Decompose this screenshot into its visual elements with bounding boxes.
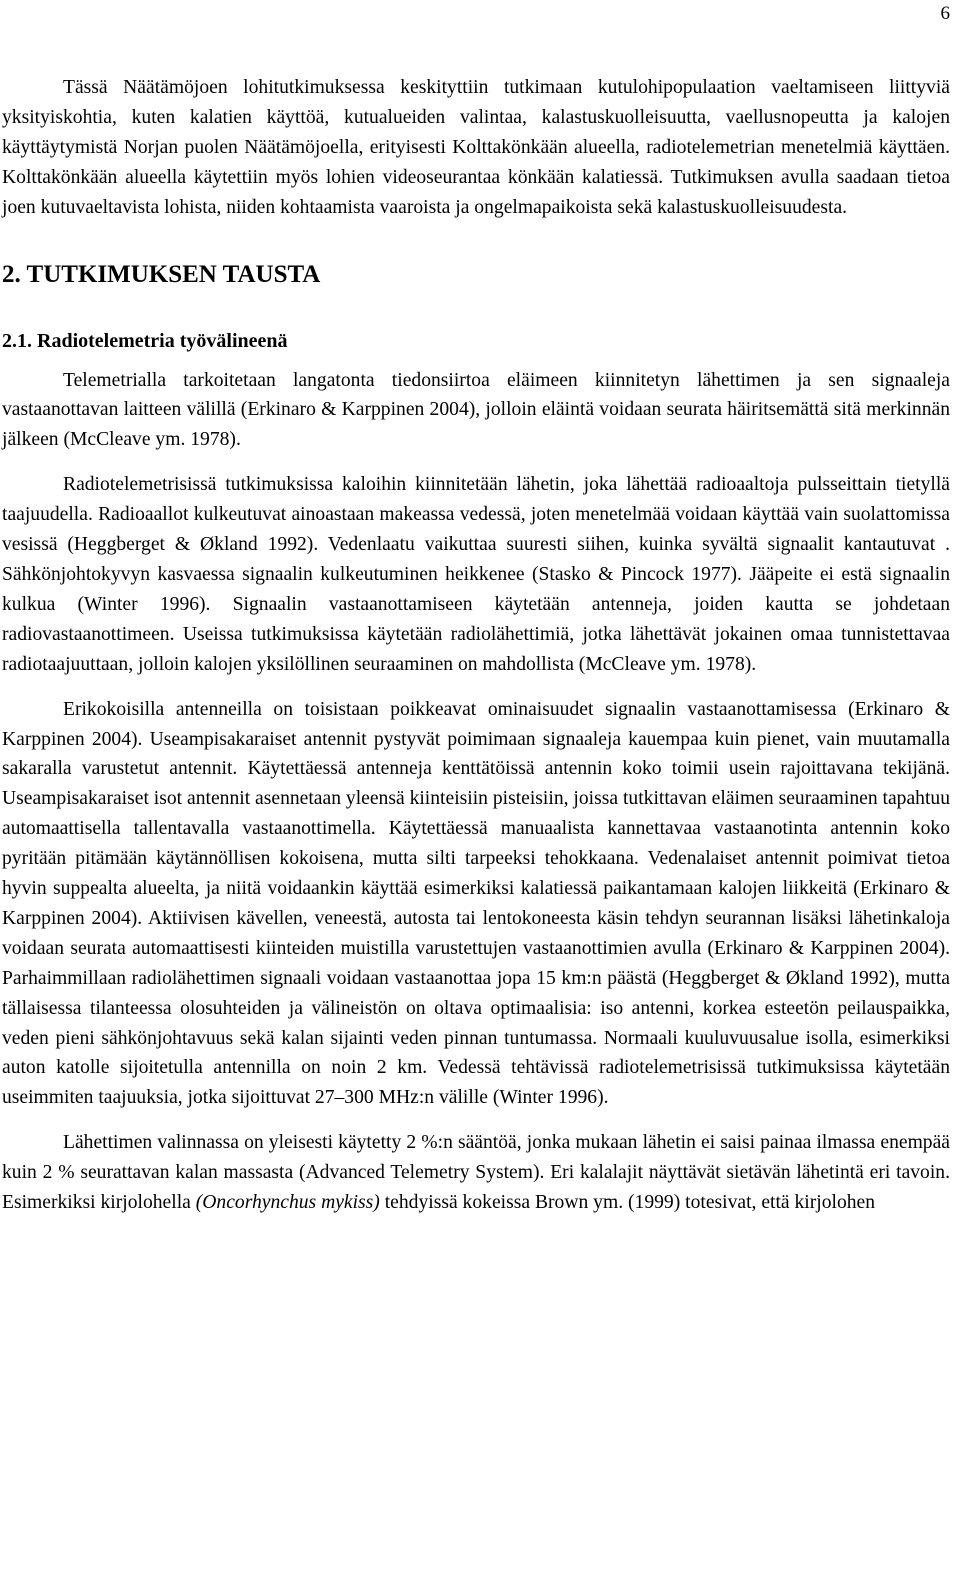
intro-paragraph: Tässä Näätämöjoen lohitutkimuksessa keskityttiin tutkimaan kutulohipopulaation vaeltamiseen liittyviä yksityiskohtia, kuten kalatien käyttöä, kutualueiden valintaa, kalastuskuolleisuutta, vaellusnopeutta ja kalojen käyttäytymistä Norjan puolen Näätämöjoella, erityisesti Kolttakönkään alueella, radiotelemetrian menetelmiä käyttäen. Kolttakönkään alueella käytettiin myös lohien videoseurantaa könkään kalatiessä. Tutkimuksen avulla saadaan tietoa joen kutuvaeltavista lohista, niiden kohtaamista vaaroista ja ongelmapaikoista sekä kalastuskuolleisuudesta. [2, 77, 950, 218]
body-paragraph-4 [2, 1128, 950, 1218]
body-paragraph-3: Erikokoisilla antenneilla on toisistaan poikkeavat ominaisuudet signaalin vastaanottamisessa (Erkinaro & Karppinen 2004). Useampisakaraiset antennit pystyvät poimimaan signaaleja kauempaa kuin pienet, vain muutamalla sakaralla varustetut antennit. Käytettäessä antenneja kenttätöissä antennin koko toimii usein rajoittavana tekijänä. Useampisakaraiset isot antennit asennetaan yleensä kiinteisiin pisteisiin, joissa tutkittavan eläimen seuraaminen tapahtuu automaattisella tallentavalla vastaanottimella. Käytettäessä manuaalista kannettavaa vastaanotinta antennin koko pyritään pitämään käytännöllisen kokoisena, mutta silti tarpeeksi tehokkaana. Vedenalaiset antennit poimivat tietoa hyvin suppealta alueelta, ja niitä voidaankin käyttää esimerkiksi kalatiessä paikantamaan kalojen liikkeitä (Erkinaro & Karppinen 2004). Aktiivisen kävellen, veneestä, autosta tai lentokoneesta käsin tehdyn seurannan lisäksi lähetinkaloja voidaan seurata automaattisesti kiinteiden muistilla varustettujen vastaanottimien avulla (Erkinaro & Karppinen 2004). Parhaimmillaan radiolähettimen signaali voidaan vastaanottaa jopa 15 km:n päästä (Heggberget & Økland 1992), mutta tällaisessa tilanteessa olosuhteiden ja välineistön on oltava optimaalisia: iso antenni, korkea esteetön peilauspaikka, veden pieni sähkönjohtavuus sekä kalan sijainti veden pinnan tuntumassa. Normaali kuuluvuusalue isolla, esimerkiksi auton katolle sijoitetulla antennilla on noin 2 km. Vedessä tehtävissä radiotelemetrisissä tutkimuksissa käytetään useimmiten taajuuksia, jotka sijoittuvat 27–300 MHz:n välille (Winter 1996). [2, 698, 950, 1109]
body-paragraph-2: Radiotelemetrisissä tutkimuksissa kaloihin kiinnitetään lähetin, joka lähettää radioaaltoja pulsseittain tietyllä taajuudella. Radioaallot kulkeutuvat ainoastaan makeassa vedessä, joten menetelmää voidaan käyttää vain suolattomissa vesissä (Heggberget & Økland 1992). Vedenlaatu vaikuttaa suuresti siihen, kuinka syvältä signaalit kantautuvat . Sähkönjohtokyvyn kasvaessa signaalin kulkeutuminen heikkenee (Stasko & Pincock 1977). Jääpeite ei estä signaalin kulkua (Winter 1996). Signaalin vastaanottamiseen käytetään antenneja, joiden kautta se johdetaan radiovastaanottimeen. Useissa tutkimuksissa käytetään radiolähettimiä, jotka lähettävät jokainen omaa tunnistettavaa radiotaajuuttaan, jolloin kalojen yksilöllinen seuraaminen on mahdollista (McCleave ym. 1978). [2, 474, 950, 675]
paragraph-4-text-end: tehdyissä kokeissa Brown ym. (1999) totesivat, että kirjolohen [379, 1192, 876, 1214]
page-number: 6 [940, 3, 950, 24]
section-heading: 2. TUTKIMUKSEN TAUSTA [2, 260, 321, 288]
body-paragraph-1: Telemetrialla tarkoitetaan langatonta tiedonsiirtoa eläimeen kiinnitetyn lähettimen ja sen signaaleja vastaanottavan laitteen välillä (Erkinaro & Karppinen 2004), jolloin eläintä voidaan seurata häiritsemättä sitä merkinnän jälkeen (McCleave ym. 1978). [2, 369, 950, 451]
document-body [2, 73, 950, 1218]
paragraph-4-text-start: Lähettimen valinnassa on yleisesti käytetty 2 %:n sääntöä, jonka mukaan lähetin ei saisi painaa ilmassa enempää kuin 2 % seurattavan kalan massasta (Advanced Telemetry System). Eri kalalajit näyttävät sietävän lähetintä eri tavoin. Esimerkiksi kirjolohella [2, 1132, 950, 1214]
subsection-heading: 2.1. Radiotelemetria työvälineenä [2, 329, 288, 352]
species-name: (Oncorhynchus mykiss) [195, 1192, 380, 1214]
